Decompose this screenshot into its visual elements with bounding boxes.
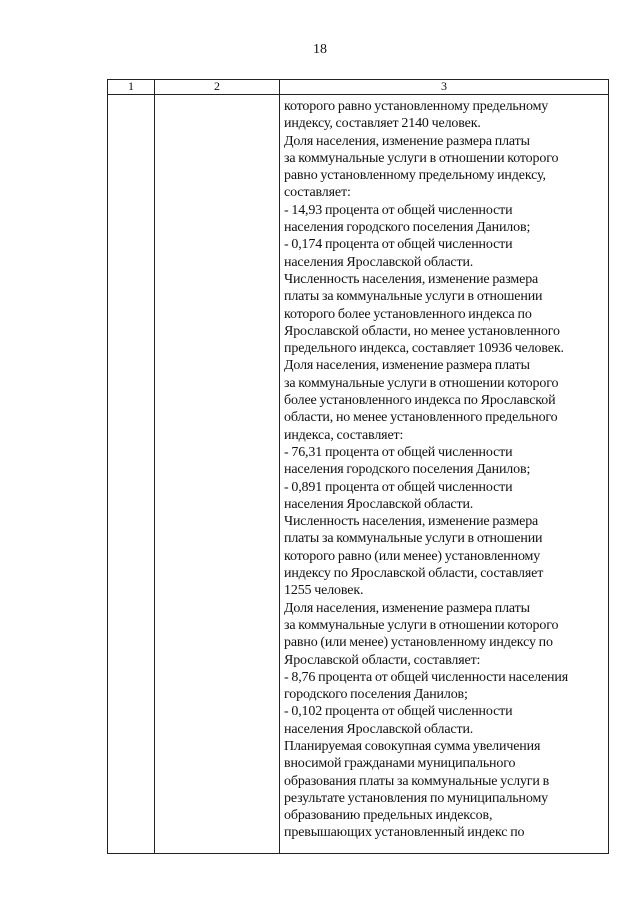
- text-line: равно установленному предельному индексу,: [284, 168, 546, 184]
- column-header-3: 3: [280, 80, 609, 95]
- text-line: индексу, составляет 2140 человек.: [284, 116, 481, 132]
- text-line: - 0,102 процента от общей численности: [284, 704, 513, 720]
- table-header-row: [108, 80, 609, 95]
- text-line: Ярославской области, но менее установленного: [284, 323, 560, 339]
- table-row: [108, 95, 609, 854]
- text-line: которого равно (или менее) установленному: [284, 548, 541, 564]
- text-line: образования платы за коммунальные услуги в: [284, 773, 550, 789]
- text-line: области, но менее установленного предельного: [284, 410, 558, 426]
- column-3-cell: [280, 95, 609, 854]
- text-line: - 76,31 процента от общей численности: [284, 444, 513, 460]
- text-line: населения городского поселения Данилов;: [284, 462, 531, 478]
- column-3-text: [280, 95, 608, 842]
- text-line: более установленного индекса по Ярославской: [284, 393, 556, 409]
- text-line: платы за коммунальные услуги в отношении: [284, 289, 543, 305]
- text-line: индекса, составляет:: [284, 427, 404, 443]
- text-line: Доля населения, изменение размера платы: [284, 133, 530, 149]
- text-line: Ярославской области, составляет:: [284, 652, 481, 668]
- text-line: индексу по Ярославской области, составляет: [284, 566, 544, 582]
- text-line: результате установления по муниципальному: [284, 790, 549, 806]
- column-2-cell: [155, 95, 280, 854]
- text-line: населения Ярославской области.: [284, 721, 474, 737]
- text-line: Численность населения, изменение размера: [284, 514, 539, 530]
- text-line: составляет:: [284, 185, 351, 201]
- text-line: населения городского поселения Данилов;: [284, 220, 531, 236]
- text-line: превышающих установленный индекс по: [284, 825, 525, 841]
- text-line: - 14,93 процента от общей численности: [284, 202, 513, 218]
- text-line: предельного индекса, составляет 10936 человек.: [284, 341, 564, 357]
- column-header-1: 1: [108, 80, 155, 95]
- text-line: за коммунальные услуги в отношении которого: [284, 150, 559, 166]
- text-line: платы за коммунальные услуги в отношении: [284, 531, 543, 547]
- page-number: 18: [313, 42, 327, 57]
- text-line: городского поселения Данилов;: [284, 687, 468, 703]
- document-table: [107, 79, 609, 854]
- text-line: Численность населения, изменение размера: [284, 271, 539, 287]
- text-line: 1255 человек.: [284, 583, 364, 599]
- text-line: Доля населения, изменение размера платы: [284, 600, 530, 616]
- text-line: Доля населения, изменение размера платы: [284, 358, 530, 374]
- text-line: которого равно установленному предельному: [284, 99, 549, 114]
- text-line: за коммунальные услуги в отношении которого: [284, 617, 559, 633]
- text-line: - 8,76 процента от общей численности населения: [284, 669, 569, 685]
- column-header-2: 2: [155, 80, 280, 95]
- column-1-cell: [108, 95, 155, 854]
- text-line: образованию предельных индексов,: [284, 808, 493, 824]
- text-line: - 0,891 процента от общей численности: [284, 479, 513, 495]
- text-line: - 0,174 процента от общей численности: [284, 237, 513, 253]
- text-line: которого более установленного индекса по: [284, 306, 532, 322]
- text-line: за коммунальные услуги в отношении которого: [284, 375, 559, 391]
- text-line: населения Ярославской области.: [284, 254, 474, 270]
- text-line: вносимой гражданами муниципального: [284, 756, 516, 772]
- text-line: населения Ярославской области.: [284, 496, 474, 512]
- text-line: равно (или менее) установленному индексу по: [284, 635, 553, 651]
- text-line: Планируемая совокупная сумма увеличения: [284, 738, 541, 754]
